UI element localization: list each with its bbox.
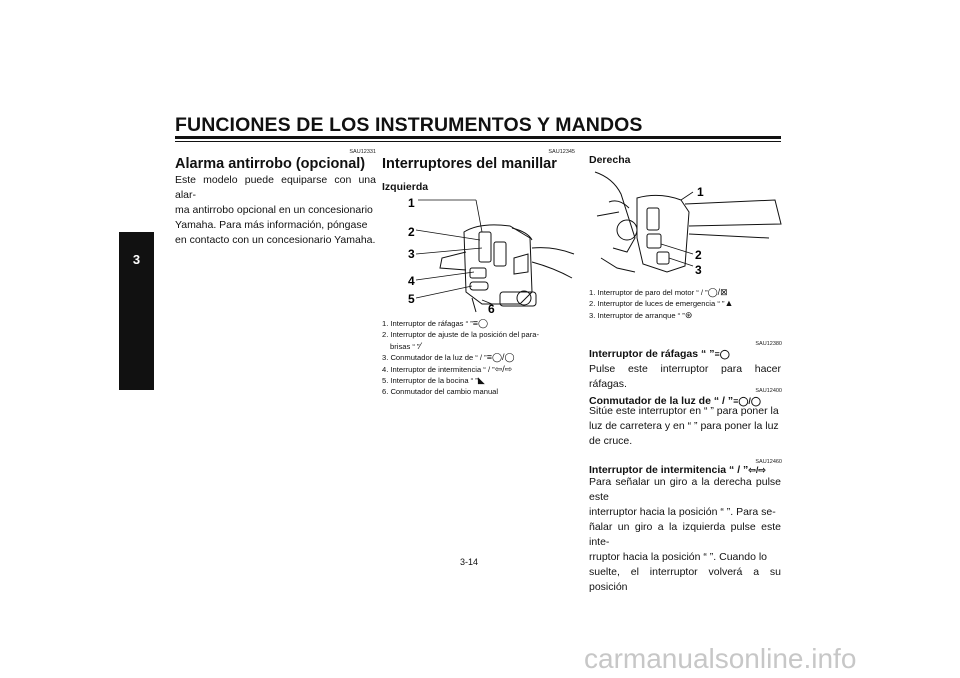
body-line: en contacto con un concesionario Yamaha. — [175, 234, 376, 246]
header-rule-thin — [175, 141, 781, 142]
body-line: Para señalar un giro a la derecha pulse este — [589, 476, 781, 503]
windshield-icon: ⁄ — [419, 340, 422, 351]
figure-label: 4 — [408, 274, 415, 288]
section-heading-flash: Interruptor de ráfagas “ ”≡◯ — [589, 348, 730, 360]
turn-body — [589, 475, 781, 595]
right-figure-legend — [589, 287, 733, 321]
page-header-title: FUNCIONES DE LOS INSTRUMENTOS Y MANDOS — [175, 114, 643, 136]
start-icon: ⊛ — [684, 309, 693, 320]
figure-label: 2 — [695, 248, 702, 262]
body-line: de cruce. — [589, 435, 633, 447]
legend-item: 1. Interruptor de ráfagas “ ” — [382, 319, 473, 328]
headlight-flash-icon: ≡◯ — [714, 349, 730, 359]
legend-item: 3. Conmutador de la luz de “ / ” — [382, 353, 487, 363]
subtitle-right: Derecha — [589, 154, 631, 166]
figure-label: 5 — [408, 292, 415, 306]
header-rule-thick — [175, 136, 781, 139]
body-line: suelte, el interruptor volverá a su posición — [589, 566, 781, 593]
body-line: Este modelo puede equiparse con una alar- — [175, 174, 376, 201]
section-code: SAU12400 — [755, 388, 782, 394]
body-line: Sitúe este interruptor en “ ” para poner la — [589, 405, 779, 417]
body-line: ñalar un giro a la izquierda pulse este inte- — [589, 521, 781, 548]
engine-stop-icon: ◯/⊠ — [707, 287, 728, 297]
section-code: SAU12331 — [349, 149, 376, 155]
legend-item: 2. Interruptor de luces de emergencia “ ” — [589, 299, 725, 309]
figure-label: 3 — [408, 247, 415, 261]
chapter-tab-number: 3 — [132, 252, 141, 267]
figure-label: 6 — [488, 302, 495, 314]
body-line: interruptor hacia la posición “ ”. Para se- — [589, 506, 776, 518]
high-low-beam-icon: ≡◯/◯ — [486, 352, 515, 363]
watermark: carmanualsonline.info — [584, 643, 857, 674]
left-handlebar-figure — [382, 192, 578, 314]
headlight-flash-icon: ≡◯ — [472, 318, 489, 328]
section-title-switches: Interruptores del manillar — [382, 156, 557, 172]
legend-item: brisas “ ” — [390, 341, 420, 351]
legend-item: 4. Interruptor de intermitencia “ / ” — [382, 364, 495, 374]
body-line: Pulse este interruptor para hacer ráfagas. — [589, 363, 781, 390]
body-line: Yamaha. Para más información, póngase — [175, 219, 368, 231]
body-line: luz de carretera y en “ ” para poner la luz — [589, 420, 779, 432]
legend-item: 2. Interruptor de ajuste de la posición del para- — [382, 330, 540, 340]
section-code: SAU12460 — [755, 459, 782, 465]
legend-item: 5. Interruptor de la bocina “ ” — [382, 376, 478, 386]
figure-label: 2 — [408, 225, 415, 239]
turn-signal-icon: ⇦/⇨ — [494, 363, 513, 374]
horn-icon: ◣ — [477, 375, 485, 386]
section-code: SAU12380 — [755, 341, 782, 347]
figure-label: 1 — [697, 185, 704, 199]
legend-item: 6. Conmutador del cambio manual — [382, 387, 499, 397]
section-title-alarm: Alarma antirrobo (opcional) — [175, 156, 366, 172]
subtitle-left: Izquierda — [382, 181, 429, 193]
right-handlebar-figure — [589, 168, 785, 282]
beam-body — [589, 404, 781, 449]
body-line: rruptor hacia la posición “ ”. Cuando lo — [589, 551, 768, 563]
legend-item: 3. Interruptor de arranque “ ” — [589, 310, 685, 320]
page-number: 3-14 — [460, 557, 479, 567]
section-heading-turn: Interruptor de intermitencia “ / ”⇦/⇨ — [589, 464, 766, 476]
alarm-body — [175, 173, 376, 248]
section-code: SAU12345 — [548, 149, 575, 155]
hazard-icon: ▲ — [724, 298, 734, 309]
left-figure-legend — [382, 318, 539, 398]
legend-item: 1. Interruptor de paro del motor “ / ” — [589, 288, 708, 297]
figure-label: 3 — [695, 263, 702, 277]
high-low-beam-icon: ≡◯/◯ — [733, 396, 761, 406]
section-heading-beam: Conmutador de la luz de “ / ”≡◯/◯ — [589, 395, 761, 407]
body-line: ma antirrobo opcional en un concesionario — [175, 204, 373, 216]
turn-signal-icon: ⇦/⇨ — [748, 465, 766, 475]
figure-label: 1 — [408, 196, 415, 210]
